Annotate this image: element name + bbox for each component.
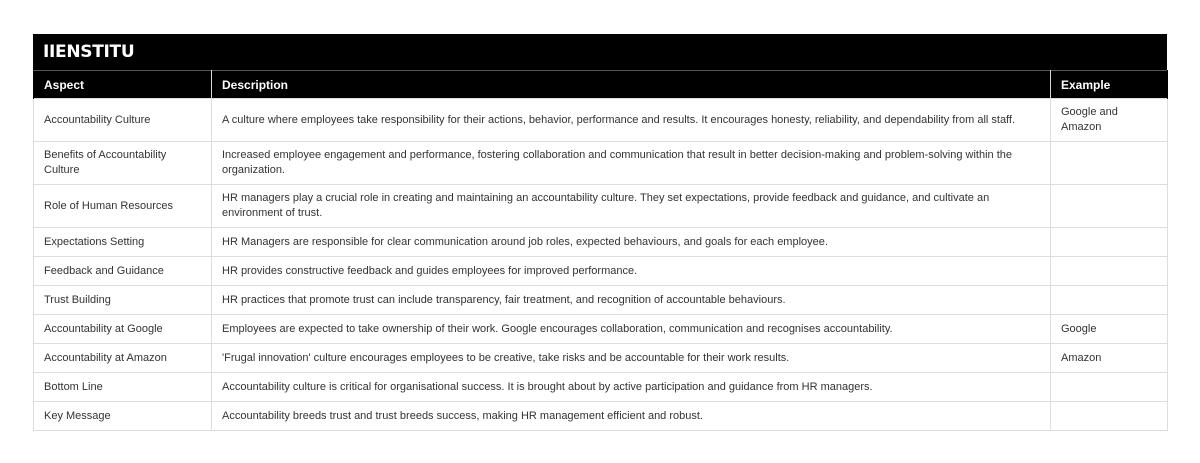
cell-example bbox=[1051, 257, 1168, 286]
table-container bbox=[33, 34, 1167, 431]
table-row bbox=[34, 344, 1168, 373]
cell-example bbox=[1051, 402, 1168, 431]
cell-example bbox=[1051, 142, 1168, 185]
cell-description: Accountability breeds trust and trust breeds success, making HR management efficient and robust. bbox=[212, 402, 1051, 431]
cell-aspect: Accountability at Amazon bbox=[34, 344, 212, 373]
cell-aspect: Accountability at Google bbox=[34, 315, 212, 344]
cell-aspect: Accountability Culture bbox=[34, 99, 212, 142]
cell-example bbox=[1051, 286, 1168, 315]
cell-aspect: Bottom Line bbox=[34, 373, 212, 402]
brand-title: IIENSTITU bbox=[33, 34, 1167, 70]
table-row bbox=[34, 185, 1168, 228]
cell-description: Employees are expected to take ownership of their work. Google encourages collaboration, communication and recognises accountability. bbox=[212, 315, 1051, 344]
cell-description: A culture where employees take responsibility for their actions, behavior, performance and results. It encourages honesty, reliability, and dependability from all staff. bbox=[212, 99, 1051, 142]
table-row bbox=[34, 373, 1168, 402]
cell-description: Accountability culture is critical for organisational success. It is brought about by active participation and guidance from HR managers. bbox=[212, 373, 1051, 402]
cell-description: 'Frugal innovation' culture encourages employees to be creative, take risks and be accountable for their work results. bbox=[212, 344, 1051, 373]
cell-example: Google bbox=[1051, 315, 1168, 344]
cell-aspect: Benefits of Accountability Culture bbox=[34, 142, 212, 185]
cell-aspect: Key Message bbox=[34, 402, 212, 431]
cell-example bbox=[1051, 228, 1168, 257]
cell-example: Google and Amazon bbox=[1051, 99, 1168, 142]
cell-description: HR managers play a crucial role in creating and maintaining an accountability culture. They set expectations, provide feedback and guidance, and cultivate an environment of trust. bbox=[212, 185, 1051, 228]
cell-example: Amazon bbox=[1051, 344, 1168, 373]
table-header-row bbox=[34, 71, 1168, 99]
cell-description: HR Managers are responsible for clear communication around job roles, expected behaviours, and goals for each employee. bbox=[212, 228, 1051, 257]
column-header-aspect: Aspect bbox=[34, 71, 212, 99]
cell-example bbox=[1051, 373, 1168, 402]
table-row bbox=[34, 142, 1168, 185]
cell-example bbox=[1051, 185, 1168, 228]
cell-aspect: Trust Building bbox=[34, 286, 212, 315]
cell-aspect: Feedback and Guidance bbox=[34, 257, 212, 286]
table-row bbox=[34, 257, 1168, 286]
column-header-description: Description bbox=[212, 71, 1051, 99]
table-row bbox=[34, 402, 1168, 431]
cell-description: HR provides constructive feedback and guides employees for improved performance. bbox=[212, 257, 1051, 286]
cell-aspect: Role of Human Resources bbox=[34, 185, 212, 228]
table-row bbox=[34, 315, 1168, 344]
table-row bbox=[34, 286, 1168, 315]
cell-aspect: Expectations Setting bbox=[34, 228, 212, 257]
cell-description: HR practices that promote trust can include transparency, fair treatment, and recognition of accountable behaviours. bbox=[212, 286, 1051, 315]
column-header-example: Example bbox=[1051, 71, 1168, 99]
cell-description: Increased employee engagement and performance, fostering collaboration and communication that result in better decision-making and problem-solving within the organization. bbox=[212, 142, 1051, 185]
table-row bbox=[34, 228, 1168, 257]
accountability-table bbox=[33, 70, 1168, 431]
table-row bbox=[34, 99, 1168, 142]
